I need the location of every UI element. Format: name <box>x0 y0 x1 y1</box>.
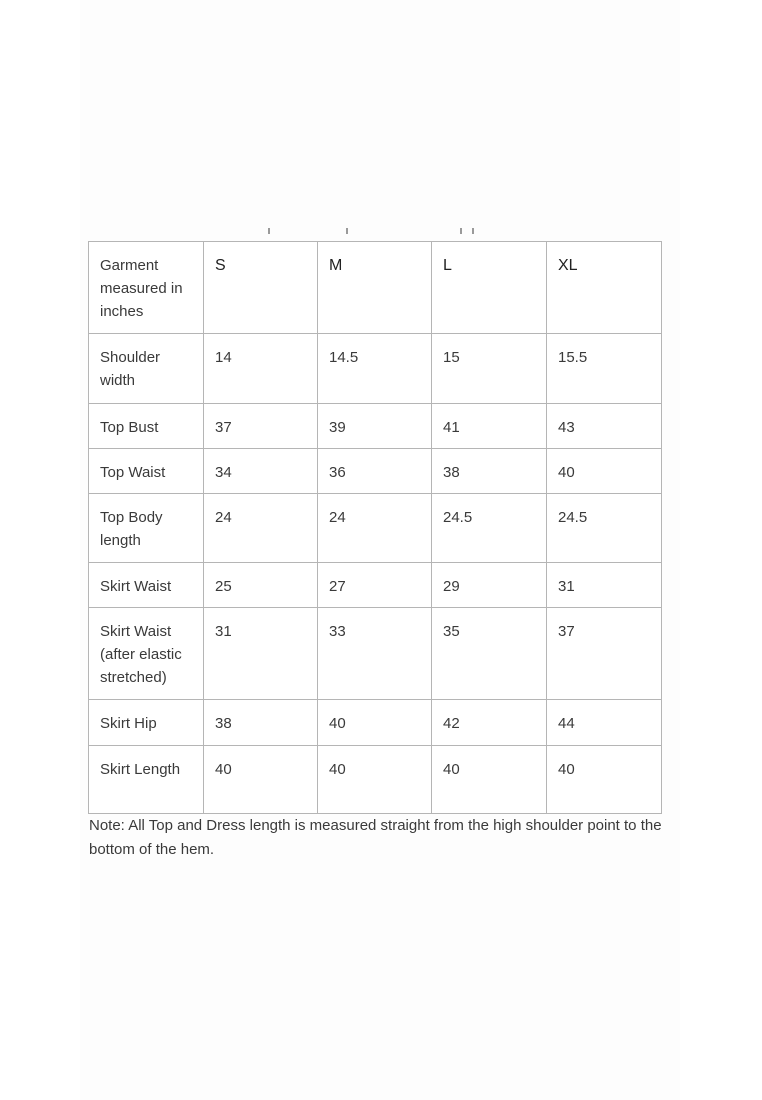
value-cell: 29 <box>432 563 547 608</box>
value-cell: 40 <box>432 746 547 814</box>
value-cell: 34 <box>204 449 318 494</box>
value-cell: 43 <box>547 404 662 449</box>
table-row <box>89 449 662 494</box>
row-label-cell: Skirt Hip <box>89 700 204 746</box>
value-cell: 35 <box>432 608 547 700</box>
value-cell: 25 <box>204 563 318 608</box>
value-cell: 38 <box>204 700 318 746</box>
value-cell: 41 <box>432 404 547 449</box>
row-label-cell: Shoulder width <box>89 334 204 404</box>
header-cell-garment: Garment measured in inches <box>89 242 204 334</box>
table-row <box>89 700 662 746</box>
value-cell: 42 <box>432 700 547 746</box>
value-cell: 27 <box>318 563 432 608</box>
value-cell: 39 <box>318 404 432 449</box>
row-label-cell: Skirt Waist (after elastic stretched) <box>89 608 204 700</box>
header-cell-size-s: S <box>204 242 318 334</box>
row-label-cell: Top Bust <box>89 404 204 449</box>
value-cell: 37 <box>204 404 318 449</box>
row-label-cell: Top Body length <box>89 494 204 563</box>
size-chart-table <box>88 241 662 814</box>
value-cell: 24 <box>204 494 318 563</box>
value-cell: 37 <box>547 608 662 700</box>
value-cell: 15 <box>432 334 547 404</box>
header-cell-size-l: L <box>432 242 547 334</box>
row-label-cell: Skirt Length <box>89 746 204 814</box>
row-label-cell: Top Waist <box>89 449 204 494</box>
measurement-note: Note: All Top and Dress length is measured straight from the high shoulder point to the bottom of the hem. <box>89 817 662 858</box>
value-cell: 40 <box>204 746 318 814</box>
header-cell-size-xl: XL <box>547 242 662 334</box>
value-cell: 24.5 <box>432 494 547 563</box>
row-label-cell: Skirt Waist <box>89 563 204 608</box>
value-cell: 40 <box>318 700 432 746</box>
table-row <box>89 334 662 404</box>
cropped-text-fragment <box>266 228 526 236</box>
table-header-row <box>89 242 662 334</box>
value-cell: 14.5 <box>318 334 432 404</box>
value-cell: 31 <box>204 608 318 700</box>
value-cell: 44 <box>547 700 662 746</box>
value-cell: 36 <box>318 449 432 494</box>
value-cell: 38 <box>432 449 547 494</box>
value-cell: 15.5 <box>547 334 662 404</box>
table-row <box>89 404 662 449</box>
value-cell: 33 <box>318 608 432 700</box>
value-cell: 40 <box>547 746 662 814</box>
table-row <box>89 494 662 563</box>
value-cell: 31 <box>547 563 662 608</box>
table-row <box>89 608 662 700</box>
table-row <box>89 563 662 608</box>
value-cell: 24 <box>318 494 432 563</box>
table-row <box>89 746 662 814</box>
value-cell: 40 <box>547 449 662 494</box>
value-cell: 40 <box>318 746 432 814</box>
value-cell: 24.5 <box>547 494 662 563</box>
header-cell-size-m: M <box>318 242 432 334</box>
value-cell: 14 <box>204 334 318 404</box>
